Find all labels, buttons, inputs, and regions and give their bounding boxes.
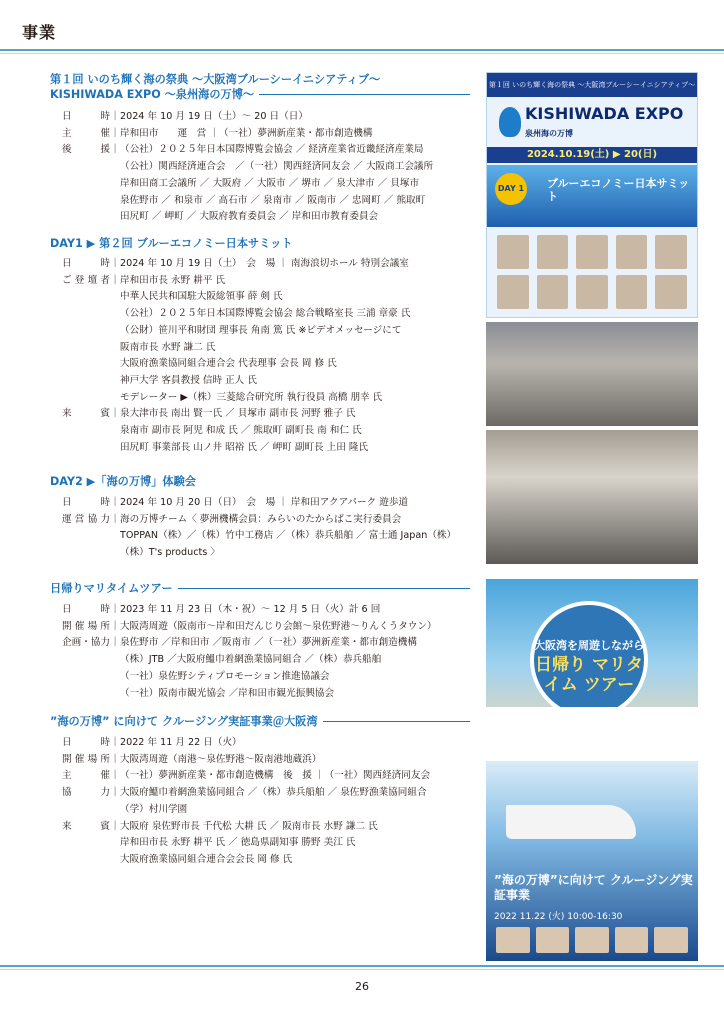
summit-hall-photo xyxy=(486,430,698,564)
detail-row: 来 賓 ｜ 泉大津市長 南出 賢一氏 ／ 貝塚市 副市長 河野 雅子 氏 xyxy=(62,408,356,420)
section-heading: DAY1 ▶ 第２回 ブルーエコノミー日本サミット xyxy=(50,237,293,250)
detail-row: ご登壇者 ｜ 岸和田市長 永野 耕平 氏 xyxy=(62,274,226,286)
detail-row: 来 賓 ｜ 大阪府 泉佐野市長 千代松 大耕 氏 ／ 阪南市長 水野 謙二 氏 xyxy=(62,820,378,832)
header-rule xyxy=(0,49,724,51)
detail-row: 主 催 ｜ 岸和田市 運 営 ｜（一社）夢洲新産業・都市創造機構 xyxy=(62,127,373,139)
cruising-flyer-image: ”海の万博”に向けて クルージング実証事業 2022 11.22 (火) 10:00-16:30 xyxy=(486,761,698,961)
heading-rule xyxy=(323,721,470,722)
ship-icon xyxy=(506,805,636,839)
detail-row: 岸和田商工会議所 ／ 大阪府 ／ 大阪市 ／ 堺市 ／ 泉大津市 ／ 貝塚市 xyxy=(120,177,420,189)
detail-row: （公財）笹川平和財団 理事長 角南 篤 氏 ※ビデオメッセージにて xyxy=(120,324,402,336)
detail-row: 運営協力 ｜ 海の万博チーム〈 夢洲機構会員：みらいのたからばこ実行委員会 xyxy=(62,513,402,525)
detail-row: 開催場所 ｜ 大阪湾周遊（阪南市～岸和田だんじり会館～泉佐野港～りんくうタウン） xyxy=(62,620,437,632)
detail-row: 泉佐野市 ／ 和泉市 ／ 高石市 ／ 泉南市 ／ 阪南市 ／ 忠岡町 ／ 熊取町 xyxy=(120,194,426,206)
detail-row: 日 時 ｜ 2024 年 10 月 20 日（日） 会 場 ｜ 岸和田アクアパーク 遊歩道 xyxy=(62,497,409,508)
heading-line-1: 第１回 いのち輝く海の祭典 ～大阪湾ブルーシーイニシアティブ～ xyxy=(50,73,381,86)
detail-row: TOPPAN（株）／（株）竹中工務店 ／（株）恭兵船舶 ／ 富士通 Japan（株） xyxy=(120,530,457,542)
expo-flyer-image: 第１回 いのち輝く海の祭典 ～大阪湾ブルーシーイニシアティブ～ KISHIWADA EXPO 泉州海の万博 2024.10.19(土) ▶ 20(日) DAY 1 ブルーエコノミー日本サミット xyxy=(486,72,698,318)
detail-row: 田尻町 ／ 岬町 ／ 大阪府教育委員会 ／ 岸和田市教育委員会 xyxy=(120,211,379,223)
section-heading: DAY2 ▶「海の万博」体験会 xyxy=(50,475,196,488)
detail-row: 神戸大学 客員教授 信時 正人 氏 xyxy=(120,374,257,386)
heading-rule xyxy=(259,94,470,95)
heading-line-2: KISHIWADA EXPO ～泉州海の万博～ xyxy=(50,88,255,101)
day1-badge: DAY 1 xyxy=(495,173,527,205)
detail-row: 日 時 ｜ 2024 年 10 月 19 日（土） 会 場 ｜ 南海浪切ホール 特別会議室 xyxy=(62,258,409,269)
detail-row: 日 時 ｜ 2024 年 10 月 19 日（土）～ 20 日（日） xyxy=(62,111,308,122)
detail-row: 主 催 ｜ （一社）夢洲新産業・都市創造機構 後 援 ｜（一社）関西経済同友会 xyxy=(62,770,431,782)
detail-row: 協 力 ｜ 大阪府鰮巾着網漁業協同組合 ／（株）恭兵船舶 ／ 泉佐野漁業協同組合 xyxy=(62,787,427,799)
detail-row: 阪南市長 水野 謙二 氏 xyxy=(120,341,216,353)
detail-row: 大阪府漁業協同組合連合会会長 岡 修 氏 xyxy=(120,853,293,865)
detail-row: 中華人民共和国駐大阪総領事 薛 剣 氏 xyxy=(120,291,283,303)
detail-row: 泉南市 副市長 阿児 和成 氏 ／ 熊取町 副町長 南 和仁 氏 xyxy=(120,425,362,437)
detail-row: （株）JTB ／大阪府鰮巾着網漁業協同組合 ／（株）恭兵船舶 xyxy=(120,654,382,666)
detail-row: 開催場所 ｜ 大阪湾周遊（南港～泉佐野港～阪南港地蔵浜） xyxy=(62,753,322,765)
detail-row: （学）村川学園 xyxy=(120,803,188,815)
section-kishiwada-expo xyxy=(50,72,470,226)
section-heading: 日帰りマリタイムツアー xyxy=(50,581,470,596)
section-day2-experience xyxy=(50,474,470,562)
page-number: 26 xyxy=(355,980,369,993)
detail-row: 日 時 ｜ 2023 年 11 月 23 日（木・祝）～ 12 月 5 日（火）計 6 回 xyxy=(62,604,381,615)
detail-row: （公社）２０２５年日本国際博覧会協会 総合戦略室長 三浦 章豪 氏 xyxy=(120,308,411,320)
heading-rule xyxy=(178,588,470,589)
section-maritime-tour xyxy=(50,581,470,702)
speaker-portraits xyxy=(497,235,687,309)
detail-row: 後 援 ｜ （公社）２０２５年日本国際博覧会協会 ／ 経済産業省近畿経済産業局 xyxy=(62,144,424,156)
section-day1-summit xyxy=(50,236,470,456)
detail-row: 企画・協力 ｜ 泉佐野市 ／岸和田市 ／阪南市 ／（一社）夢洲新産業・都市創造機構 xyxy=(62,637,417,649)
detail-row: （株）T's products 〉 xyxy=(120,547,220,559)
page-title: 事業 xyxy=(22,23,57,42)
expo-logo-text: KISHIWADA EXPO 泉州海の万博 xyxy=(525,104,684,138)
maritime-tour-flyer-image: 大阪湾を周遊しながら 日帰り マリタイム ツアー xyxy=(486,579,698,737)
detail-rows xyxy=(50,109,470,226)
summit-group-photo xyxy=(486,322,698,426)
detail-row: 日 時 ｜ 2022 年 11 月 22 日（火） xyxy=(62,737,242,748)
expo-logo-icon xyxy=(499,107,521,137)
detail-row: （公社）関西経済連合会 ／（一社）関西経済同友会 ／ 大阪商工会議所 xyxy=(120,161,434,173)
footer-rule-thin xyxy=(0,969,724,970)
section-heading: ”海の万博” に向けて クルージング実証事業＠大阪湾 xyxy=(50,714,470,729)
flyer-subtitle: ブルーエコノミー日本サミット xyxy=(547,177,690,203)
header-rule-thin xyxy=(0,53,724,54)
section-heading xyxy=(50,72,470,102)
detail-row: 岸和田市長 永野 耕平 氏 ／ 徳島県副知事 勝野 美江 氏 xyxy=(120,837,356,849)
flyer-date: 2024.10.19(土) ▶ 20(日) xyxy=(487,147,697,163)
footer-rule xyxy=(0,965,724,967)
detail-row: （一社）泉佐野シティプロモーション推進協議会 xyxy=(120,670,330,682)
detail-row: 田尻町 事業部長 山ノ井 昭裕 氏 ／ 岬町 副町長 上田 隆氏 xyxy=(120,441,369,453)
detail-row: 大阪府漁業協同組合連合会 代表理事 会長 岡 修 氏 xyxy=(120,358,337,370)
section-cruising-demo xyxy=(50,714,470,869)
detail-row: （一社）阪南市観光協会 ／岸和田市観光振興協会 xyxy=(120,687,335,699)
detail-row: モデレーター ▶（株）三菱総合研究所 執行役員 高橋 朋幸 氏 xyxy=(120,391,383,403)
